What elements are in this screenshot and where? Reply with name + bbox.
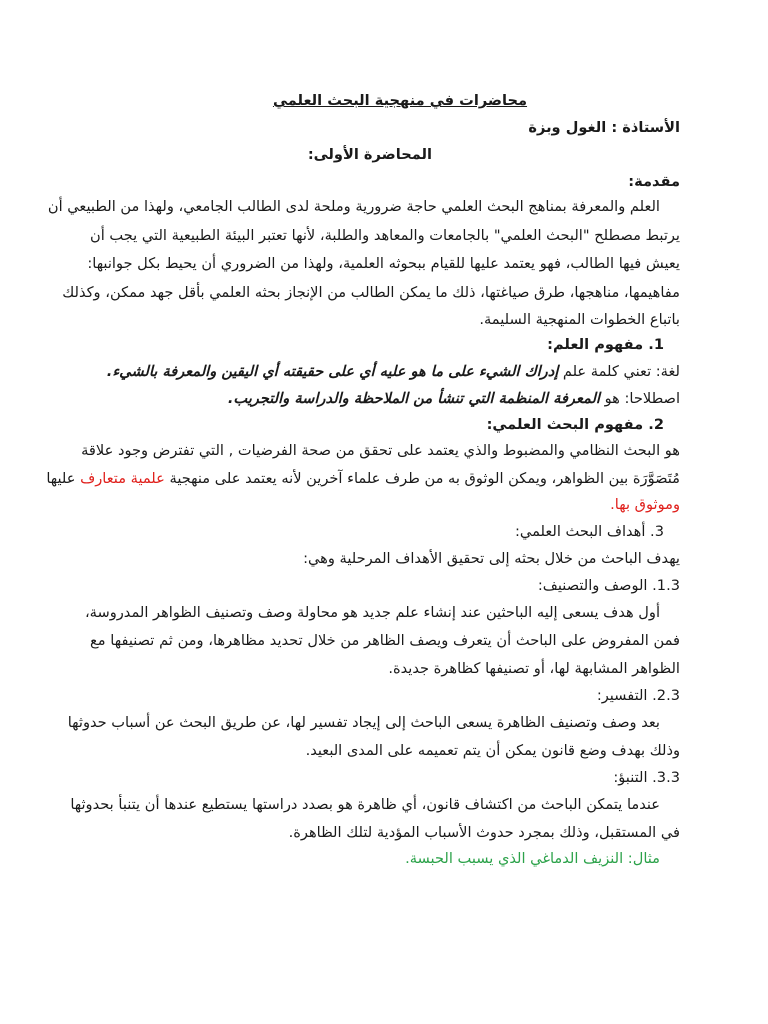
section3-heading: 3. أهداف البحث العلمي: [515,523,664,540]
page-title: محاضرات في منهجية البحث العلمي [272,92,528,109]
section2-line-3: وموثوق بها. [610,496,680,513]
lugha-line [107,361,680,383]
istilah-label: اصطلاحا: هو [604,390,680,407]
example-line: مثال: النزيف الدماغي الذي يسبب الحبسة. [405,850,660,867]
istilah-line [228,388,680,410]
intro-heading: مقدمة: [628,173,680,190]
intro-line-1: العلم والمعرفة بمناهج البحث العلمي حاجة ضرورية وملحة لدى الطالب الجامعي، ولهذا من الطبيعي أن [47,198,660,215]
section2-line-2-red: علمية متعارف [80,470,165,487]
section2-line-2-start: مُتَصَوَّرَة بين الظواهر، ويمكن الوثوق به من طرف علماء آخرين لأنه يعتمد على منهجية [169,470,680,487]
sub2-heading: 2.3. التفسير: [596,687,680,704]
intro-line-2: يرتبط مصطلح "البحث العلمي" بالجامعات والمعاهد والطلبة، لأنها تعتبر البيئة الطبيعية التي يجب أن [90,227,680,244]
sub1-line-3: الظواهر المشابهة لها، أو تصنيفها كظاهرة جديدة. [388,660,680,677]
lugha-label: لغة: تعني كلمة علم [562,363,680,380]
teacher-name: الأستاذة : الغول وبزة [528,119,680,136]
section2-line-2 [46,468,680,490]
section2-line-1: هو البحث النظامي والمضبوط والذي يعتمد على تحقق من صحة الفرضيات , التي تفترض وجود علاقة [81,442,680,459]
sub1-line-1: أول هدف يسعى إليه الباحثين عند إنشاء علم جديد هو محاولة وصف وتصنيف الظواهر المدروسة، [84,604,660,621]
sub2-line-2: وذلك بهدف وضع قانون يمكن أن يتم تعميمه على المدى البعيد. [305,742,680,759]
intro-line-4: مفاهيمها، مناهجها، طرق صياغتها، ذلك ما يمكن الطالب من الإنجاز بحثه العلمي بأقل جهد ممكن، وكذلك [62,284,680,301]
sub3-heading: 3.3. التنبؤ: [613,769,680,786]
lecture-title: المحاضرة الأولى: [307,146,432,163]
section2-heading: 2. مفهوم البحث العلمي: [486,416,664,433]
sub3-line-2: في المستقبل، وذلك بمجرد حدوث الأسباب المؤدية لتلك الظاهرة. [288,824,680,841]
sub3-line-1: عندما يتمكن الباحث من اكتشاف قانون، أي ظاهرة هو بصدد دراستها يستطيع عندها أن يتنبأ بحدوثها [70,796,660,813]
sub1-heading: 1.3. الوصف والتصنيف: [537,577,680,594]
istilah-definition: المعرفة المنظمة التي تنشأ من الملاحظة والدراسة والتجريب. [227,390,600,407]
section3-intro: يهدف الباحث من خلال بحثه إلى تحقيق الأهداف المرحلية وهي: [303,550,680,567]
section1-heading: 1. مفهوم العلم: [547,336,664,353]
section2-line-2-end: عليها [46,470,76,487]
intro-line-5: باتباع الخطوات المنهجية السليمة. [479,311,680,328]
sub1-line-2: فمن المفروض على الباحث أن يتعرف ويصف الظاهر من خلال تحديد مظاهرها، ومن ثم تصنيفها مع [90,632,680,649]
lugha-definition: إدراك الشيء على ما هو عليه أي على حقيقته أي اليقين والمعرفة بالشيء. [106,363,559,380]
sub2-line-1: بعد وصف وتصنيف الظاهرة يسعى الباحث إلى إيجاد تفسير لها، عن طريق البحث عن أسباب حدوثها [67,714,660,731]
intro-line-3: يعيش فيها الطالب، فهو يعتمد عليها للقيام ببحوثه العلمية، ولهذا من الضروري أن يحيط بكل جوانبها: [87,255,680,272]
